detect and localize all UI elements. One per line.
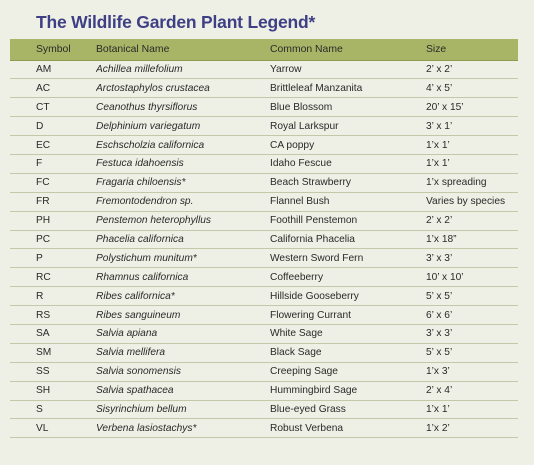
common-name-cell: Flowering Currant (270, 309, 351, 321)
plant-legend-table (10, 39, 518, 438)
table-row (10, 230, 518, 249)
size-cell: 10’ x 10’ (426, 271, 464, 283)
table-row (10, 381, 518, 400)
size-cell: 6’ x 6’ (426, 309, 453, 321)
botanical-name-cell: Phacelia californica (96, 233, 184, 245)
symbol-cell: VL (36, 422, 49, 434)
table-row (10, 154, 518, 173)
botanical-name-cell: Salvia mellifera (96, 347, 166, 359)
common-name-cell: White Sage (270, 328, 323, 340)
size-cell: 1’x 1’ (426, 158, 450, 170)
botanical-name-cell: Delphinium variegatum (96, 120, 201, 132)
botanical-name-cell: Fragaria chiloensis* (96, 177, 186, 189)
botanical-name-cell: Salvia sonomensis (96, 366, 181, 378)
size-cell: 5’ x 5’ (426, 347, 453, 359)
common-name-cell: Foothill Penstemon (270, 215, 358, 227)
size-cell: Varies by species (426, 196, 506, 208)
botanical-name-cell: Ribes californica* (96, 290, 175, 302)
botanical-name-cell: Verbena lasiostachys* (96, 422, 197, 434)
common-name-cell: Robust Verbena (270, 422, 344, 434)
size-cell: 3’ x 3’ (426, 328, 453, 340)
common-name-cell: Flannel Bush (270, 196, 330, 208)
botanical-name-cell: Sisyrinchium bellum (96, 403, 187, 415)
botanical-name-cell: Ribes sanguineum (96, 309, 181, 321)
table-row (10, 249, 518, 268)
common-name-cell: Hummingbird Sage (270, 385, 358, 397)
table-header-row (10, 39, 518, 60)
table-row (10, 362, 518, 381)
common-name-cell: Royal Larkspur (270, 120, 339, 132)
common-name-cell: Idaho Fescue (270, 158, 332, 170)
page-title: The Wildlife Garden Plant Legend* (36, 12, 316, 32)
table-row (10, 60, 518, 79)
botanical-name-cell: Fremontodendron sp. (96, 196, 194, 208)
size-cell: 4’ x 5’ (426, 82, 453, 94)
symbol-cell: PC (36, 233, 51, 245)
symbol-cell: PH (36, 215, 51, 227)
table-row (10, 419, 518, 438)
table-row (10, 173, 518, 192)
symbol-cell: FR (36, 196, 50, 208)
size-cell: 3’ x 1’ (426, 120, 453, 132)
botanical-name-cell: Polystichum munitum* (96, 252, 197, 264)
botanical-name-cell: Eschscholzia californica (96, 139, 205, 151)
table-row (10, 79, 518, 98)
common-name-cell: Hillside Gooseberry (270, 290, 359, 302)
common-name-cell: Blue Blossom (270, 101, 333, 113)
common-name-cell: Coffeeberry (270, 271, 324, 283)
size-cell: 1’x 18” (426, 233, 457, 245)
size-cell: 2’ x 2’ (426, 215, 453, 227)
common-name-cell: Brittleleaf Manzanita (270, 82, 363, 94)
symbol-cell: SS (36, 366, 50, 378)
table-row (10, 287, 518, 306)
symbol-cell: SM (36, 347, 52, 359)
size-cell: 1’x 1’ (426, 403, 450, 415)
column-header-botanical-name: Botanical Name (96, 39, 270, 60)
botanical-name-cell: Festuca idahoensis (96, 158, 184, 170)
common-name-cell: Yarrow (270, 63, 302, 75)
table-row (10, 306, 518, 325)
table-row (10, 117, 518, 136)
symbol-cell: CT (36, 101, 50, 113)
symbol-cell: SA (36, 328, 50, 340)
size-cell: 5’ x 5’ (426, 290, 453, 302)
symbol-cell: P (36, 252, 43, 264)
symbol-cell: S (36, 403, 43, 415)
size-cell: 3’ x 3’ (426, 252, 453, 264)
table-row (10, 98, 518, 117)
table-row (10, 343, 518, 362)
table-row (10, 211, 518, 230)
table-row (10, 136, 518, 155)
botanical-name-cell: Ceanothus thyrsiflorus (96, 101, 198, 113)
table-row (10, 400, 518, 419)
botanical-name-cell: Arctostaphylos crustacea (96, 82, 210, 94)
common-name-cell: CA poppy (270, 139, 315, 151)
size-cell: 1’x 3’ (426, 366, 450, 378)
botanical-name-cell: Penstemon heterophyllus (96, 215, 211, 227)
size-cell: 2’ x 4’ (426, 385, 453, 397)
symbol-cell: RC (36, 271, 51, 283)
common-name-cell: Blue-eyed Grass (270, 403, 346, 415)
table-row (10, 192, 518, 211)
common-name-cell: Creeping Sage (270, 366, 338, 378)
table-row (10, 268, 518, 287)
botanical-name-cell: Achillea millefolium (96, 63, 183, 75)
common-name-cell: Western Sword Fern (270, 252, 364, 264)
size-cell: 20’ x 15’ (426, 101, 464, 113)
symbol-cell: FC (36, 177, 50, 189)
symbol-cell: R (36, 290, 44, 302)
size-cell: 2’ x 2’ (426, 63, 453, 75)
symbol-cell: D (36, 120, 44, 132)
symbol-cell: RS (36, 309, 51, 321)
botanical-name-cell: Rhamnus californica (96, 271, 189, 283)
size-cell: 1’x 1’ (426, 139, 450, 151)
symbol-cell: AC (36, 82, 51, 94)
common-name-cell: Black Sage (270, 347, 322, 359)
table-row (10, 324, 518, 343)
column-header-size: Size (426, 39, 518, 60)
column-header-symbol: Symbol (10, 39, 96, 60)
common-name-cell: Beach Strawberry (270, 177, 351, 189)
column-header-common-name: Common Name (270, 39, 426, 60)
size-cell: 1’x 2’ (426, 422, 450, 434)
botanical-name-cell: Salvia apiana (96, 328, 158, 340)
symbol-cell: SH (36, 385, 51, 397)
size-cell: 1’x spreading (426, 177, 487, 189)
symbol-cell: AM (36, 63, 52, 75)
symbol-cell: EC (36, 139, 51, 151)
symbol-cell: F (36, 158, 43, 170)
common-name-cell: California Phacelia (270, 233, 355, 245)
botanical-name-cell: Salvia spathacea (96, 385, 174, 397)
